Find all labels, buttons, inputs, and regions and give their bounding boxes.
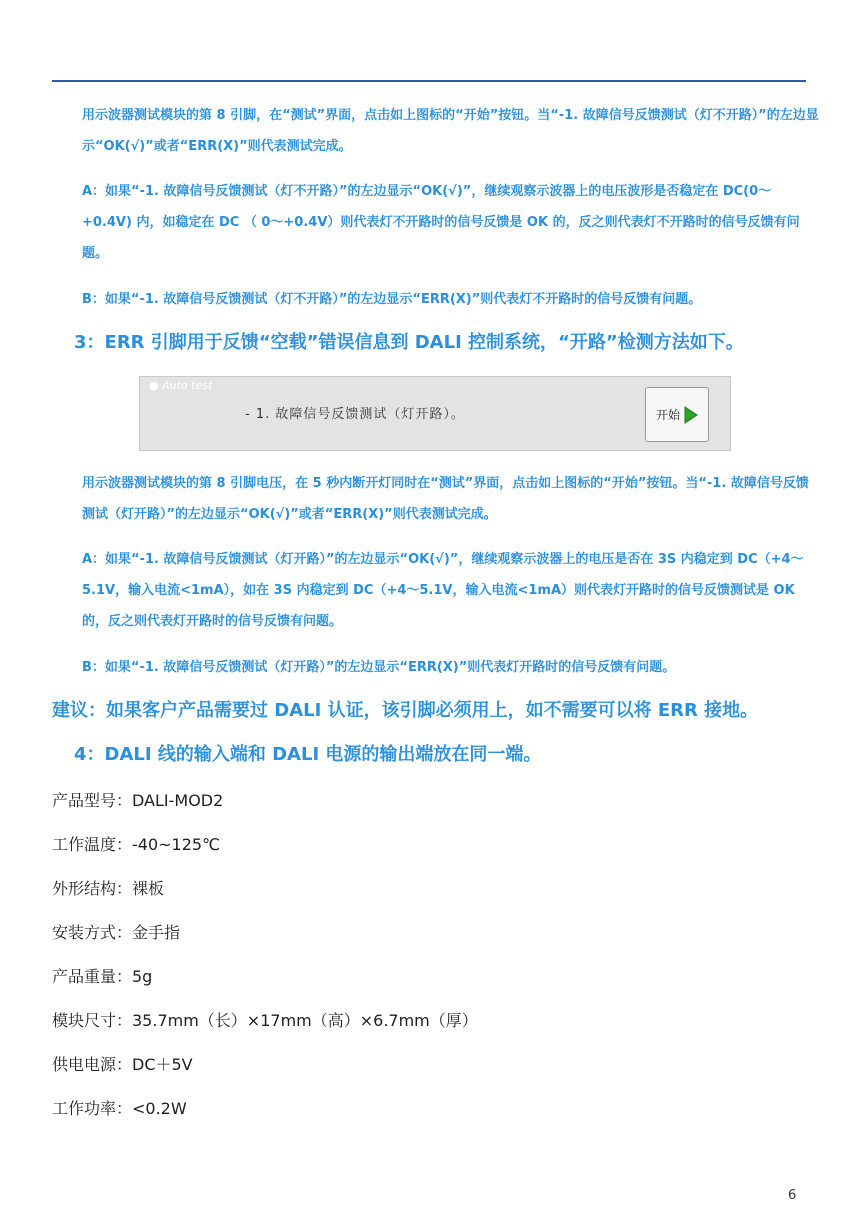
spec-power-supply: 供电电源：DC＋5V [52,1055,193,1074]
header-rule [52,80,806,82]
spec-temperature: 工作温度：-40~125℃ [52,835,221,854]
start-button[interactable] [645,387,709,442]
section2-paragraph: 用示波器测试模块的第 8 引脚，在“测试”界面，点击如上图标的“开始”按钮。当“-1. 故障信号反馈测试（灯不开路）”的左边显示“OK(√)”或者“ERR(X)”则代表测试完成。 [82,108,819,154]
auto-test-tag: ● Auto test [149,379,213,392]
test-item-label: - 1. 故障信号反馈测试（灯开路）。 [245,407,465,422]
section2-case-b: B：如果“-1. 故障信号反馈测试（灯不开路）”的左边显示“ERR(X)”则代表灯不开路时的信号反馈有问题。 [82,292,702,307]
spec-weight: 产品重量：5g [52,967,153,986]
section3-case-a: A：如果“-1. 故障信号反馈测试（灯开路）”的左边显示“OK(√)”，继续观察示波器上的电压是否在 3S 内稳定到 DC（+4～5.1V，输入电流<1mA），如在 3S 内稳定到 DC（+4～5.1V，输入电流<1mA）则代表灯开路时的信号反馈测试是 OK 的，反之则代表灯开路时的信号反馈有问题。 [82,552,804,629]
auto-test-screenshot [139,376,731,451]
spec-dimensions: 模块尺寸：35.7mm（长）×17mm（高）×6.7mm（厚） [52,1011,478,1030]
heading-3: 3：ERR 引脚用于反馈“空载”错误信息到 DALI 控制系统，“开路”检测方法如下。 [74,332,744,353]
section2-case-a: A：如果“-1. 故障信号反馈测试（灯不开路）”的左边显示“OK(√)”，继续观察示波器上的电压波形是否稳定在 DC(0～+0.4V) 内，如稳定在 DC （ 0～+0.4V）则代表灯不开路时的信号反馈是 OK 的，反之则代表灯不开路时的信号反馈有问题。 [82,184,800,261]
suggestion-line: 建议：如果客户产品需要过 DALI 认证，该引脚必须用上，如不需要可以将 ERR 接地。 [52,700,759,721]
spec-structure: 外形结构：裸板 [52,879,165,898]
spec-model: 产品型号：DALI-MOD2 [52,791,224,810]
section3-case-b: B：如果“-1. 故障信号反馈测试（灯开路）”的左边显示“ERR(X)”则代表灯开路时的信号反馈有问题。 [82,660,676,675]
spec-mounting: 安装方式：金手指 [52,923,181,942]
page-number: 6 [788,1188,797,1203]
start-button-label: 开始 [655,408,680,422]
heading-4: 4：DALI 线的输入端和 DALI 电源的输出端放在同一端。 [74,744,542,765]
play-icon [684,406,698,424]
spec-power: 工作功率：<0.2W [52,1099,187,1118]
section3-paragraph: 用示波器测试模块的第 8 引脚电压，在 5 秒内断开灯同时在“测试”界面，点击如上图标的“开始”按钮。当“-1. 故障信号反馈测试（灯开路）”的左边显示“OK(√)”或者“ERR(X)”则代表测试完成。 [82,476,809,522]
